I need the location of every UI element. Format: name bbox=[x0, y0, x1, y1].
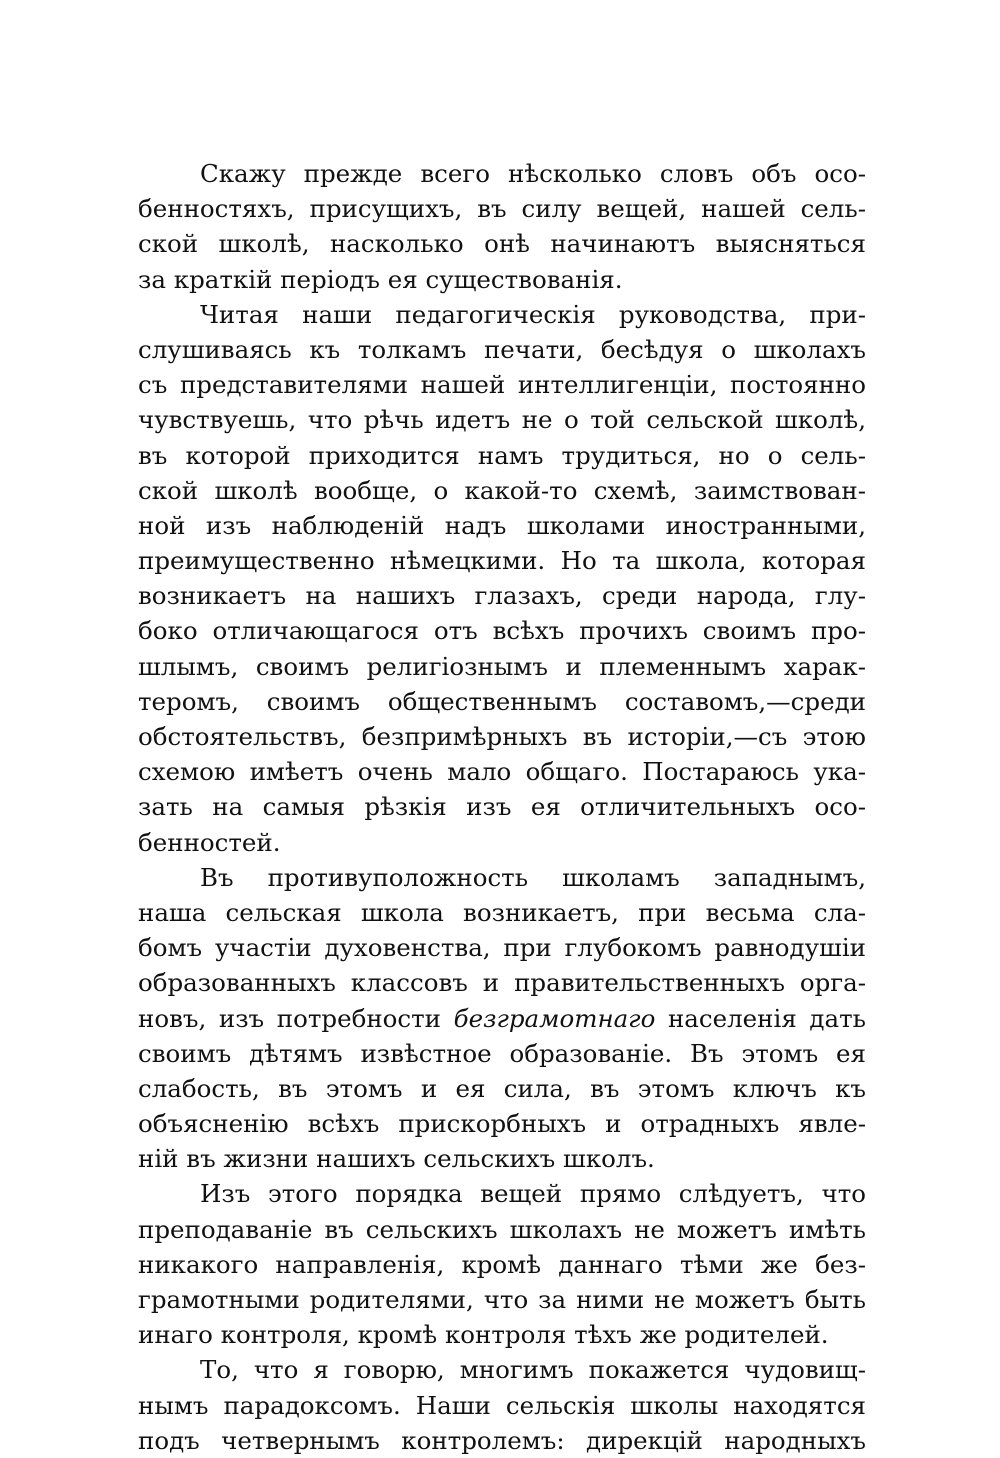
text-line: преимущественно нѣмецкими. Но та школа, которая bbox=[138, 546, 866, 576]
text-line: образованныхъ классовъ и правительственныхъ орга- bbox=[138, 968, 866, 998]
text-line bbox=[138, 1001, 866, 1036]
text-line: бенностяхъ, присущихъ, въ силу вещей, нашей сель- bbox=[138, 194, 866, 224]
text-line: ній въ жизни нашихъ сельскихъ школъ. bbox=[138, 1144, 655, 1174]
text-line: ской школѣ, насколько онѣ начинаютъ выясняться bbox=[138, 229, 866, 259]
text-segment: новъ, изъ потребности bbox=[138, 1003, 442, 1033]
text-line: бенностей. bbox=[138, 827, 281, 857]
italic-word: безграмотнаго bbox=[453, 1003, 656, 1033]
text-line: грамотными родителями, что за ними не можетъ быть bbox=[138, 1285, 866, 1314]
text-line: слабость, въ этомъ и ея сила, въ этомъ ключъ къ bbox=[138, 1073, 866, 1103]
text-line: теромъ, своимъ общественнымъ составомъ,—среди bbox=[138, 686, 866, 716]
text-line: Изъ этого порядка вещей прямо слѣдуетъ, что bbox=[200, 1179, 866, 1209]
text-line: Читая наши педагогическія руководства, при- bbox=[200, 299, 866, 329]
text-line: То, что я говорю, многимъ покажется чудовищ- bbox=[200, 1355, 866, 1385]
text-line: подъ четвернымъ контролемъ: дирекцій народныхъ bbox=[138, 1425, 866, 1455]
text-line: Въ противуположность школамъ западнымъ, bbox=[200, 862, 866, 892]
text-line: зать на самыя рѣзкія изъ ея отличительныхъ осо- bbox=[138, 792, 866, 822]
text-line: возникаетъ на нашихъ глазахъ, среди народа, глу- bbox=[138, 581, 866, 611]
text-line: Скажу прежде всего нѣсколько словъ объ осо- bbox=[200, 159, 866, 188]
text-line: шлымъ, своимъ религіознымъ и племеннымъ харак- bbox=[138, 651, 866, 681]
text-line: въ которой приходится намъ трудиться, но о сель- bbox=[138, 440, 866, 470]
body-text bbox=[138, 156, 866, 1458]
text-line: слушиваясь къ толкамъ печати, бесѣдуя о школахъ bbox=[138, 334, 866, 364]
text-line: чувствуешь, что рѣчь идетъ не о той сельской школѣ, bbox=[138, 405, 866, 435]
text-line: схемою имѣетъ очень мало общаго. Постараюсь ука- bbox=[138, 757, 866, 787]
text-line: наша сельская школа возникаетъ, при весьма сла- bbox=[138, 897, 866, 927]
text-line: ской школѣ вообще, о какой-то схемѣ, заимствован- bbox=[138, 475, 866, 505]
text-line: преподаваніе въ сельскихъ школахъ не можетъ имѣть bbox=[138, 1214, 866, 1244]
text-line: бомъ участіи духовенства, при глубокомъ равнодушіи bbox=[138, 933, 866, 963]
text-segment: населенія дать bbox=[667, 1003, 866, 1033]
text-line: объясненію всѣхъ прискорбныхъ и отрадныхъ явле- bbox=[138, 1109, 866, 1139]
text-line: за краткій періодъ ея существованія. bbox=[138, 264, 623, 294]
text-line: обстоятельствъ, безпримѣрныхъ въ исторіи,—съ этою bbox=[138, 722, 866, 751]
text-line: своимъ дѣтямъ извѣстное образованіе. Въ этомъ ея bbox=[138, 1038, 866, 1068]
text-line: никакого направленія, кромѣ даннаго тѣми же без- bbox=[138, 1249, 866, 1279]
text-line: съ представителями нашей интеллигенціи, постоянно bbox=[138, 370, 866, 400]
text-line: ной изъ наблюденій надъ школами иностранными, bbox=[138, 510, 866, 540]
text-line: инаго контроля, кромѣ контроля тѣхъ же родителей. bbox=[138, 1320, 829, 1350]
text-line: нымъ парадоксомъ. Наши сельскія школы находятся bbox=[138, 1390, 866, 1420]
text-line: боко отличающагося отъ всѣхъ прочихъ своимъ про- bbox=[138, 616, 866, 646]
